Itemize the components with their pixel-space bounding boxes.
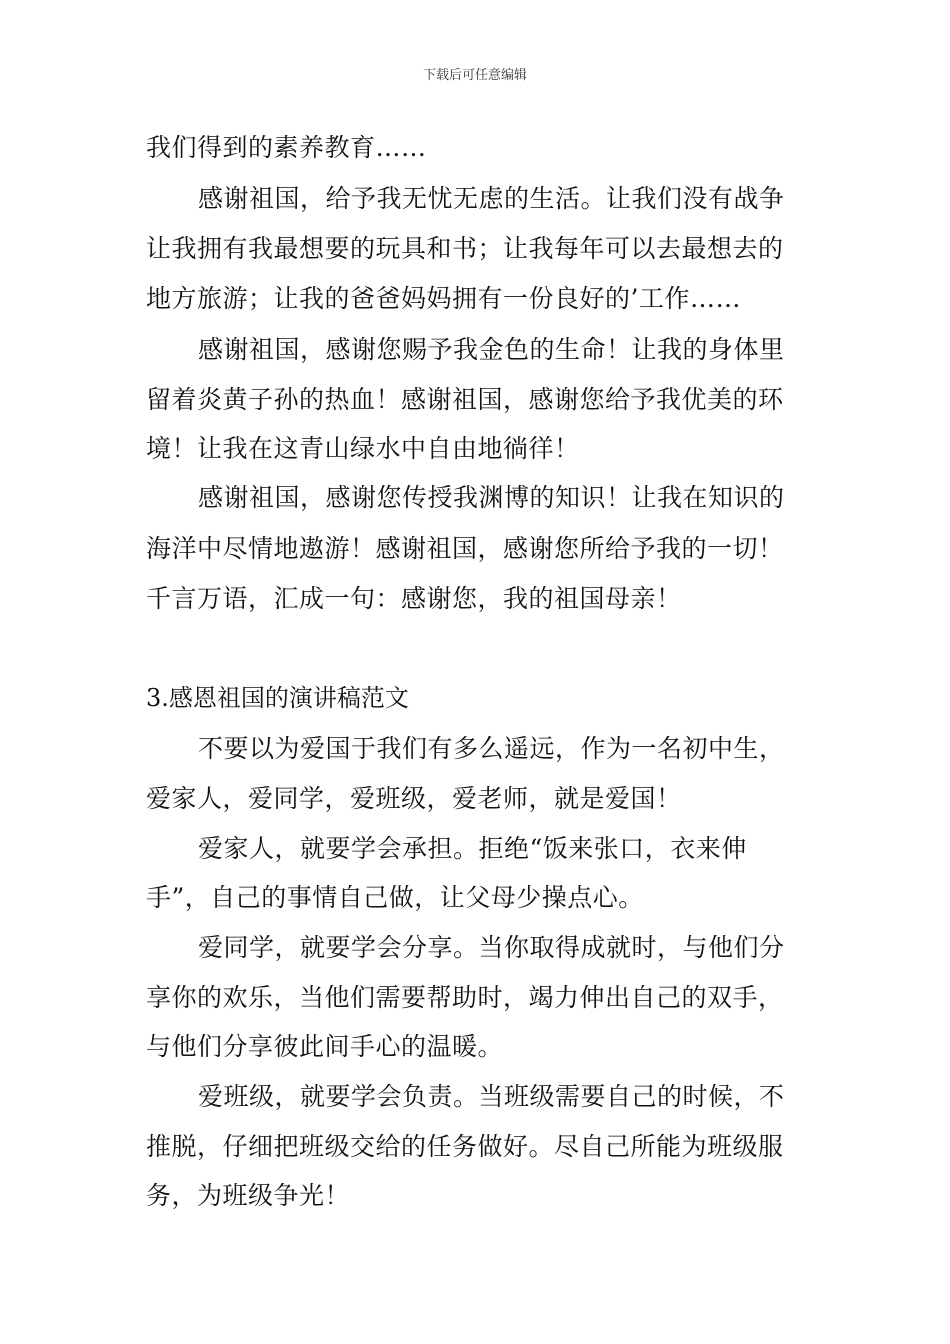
paragraph-line: 地方旅游；让我的爸爸妈妈拥有一份良好的’工作…… [146, 284, 741, 313]
paragraph-line: 享你的欢乐，当他们需要帮助时，竭力伸出自己的双手， [146, 983, 784, 1012]
paragraph-line: 千言万语，汇成一句：感谢您，我的祖国母亲！ [146, 584, 682, 613]
paragraph-line: 留着炎黄子孙的热血！感谢祖国，感谢您给予我优美的环 [146, 385, 784, 414]
paragraph-line: 境！让我在这青山绿水中自由地徜徉！ [146, 434, 580, 463]
paragraph-line: 我们得到的素养教育…… [146, 133, 427, 162]
paragraph-line: 与他们分享彼此间手心的温暖。 [146, 1032, 504, 1061]
section-title: 3.感恩祖国的演讲稿范文 [146, 684, 409, 712]
paragraph-line: 爱家人，爱同学，爱班级，爱老师，就是爱国！ [146, 784, 682, 813]
paragraph-line: 务，为班级争光！ [146, 1181, 351, 1210]
paragraph-line: 让我拥有我最想要的玩具和书；让我每年可以去最想去的 [146, 234, 784, 263]
paragraph-line: 感谢祖国，给予我无忧无虑的生活。让我们没有战争 [198, 184, 785, 213]
paragraph-line: 爱班级，就要学会负责。当班级需要自己的时候，不 [198, 1082, 785, 1111]
paragraph-line: 感谢祖国，感谢您赐予我金色的生命！让我的身体里 [198, 335, 785, 364]
paragraph-line: 推脱，仔细把班级交给的任务做好。尽自己所能为班级服 [146, 1132, 784, 1161]
paragraph-line: 爱同学，就要学会分享。当你取得成就时，与他们分 [198, 933, 785, 962]
paragraph-line: 感谢祖国，感谢您传授我渊博的知识！让我在知识的 [198, 483, 785, 512]
paragraph-line: 海洋中尽情地遨游！感谢祖国，感谢您所给予我的一切！ [146, 534, 784, 563]
paragraph-line: 手”，自己的事情自己做，让父母少操点心。 [146, 883, 644, 912]
paragraph-line: 不要以为爱国于我们有多么遥远，作为一名初中生， [198, 734, 785, 763]
page-header-note: 下载后可任意编辑 [422, 68, 527, 83]
paragraph-line: 爱家人，就要学会承担。拒绝“饭来张口，衣来伸 [198, 834, 747, 863]
